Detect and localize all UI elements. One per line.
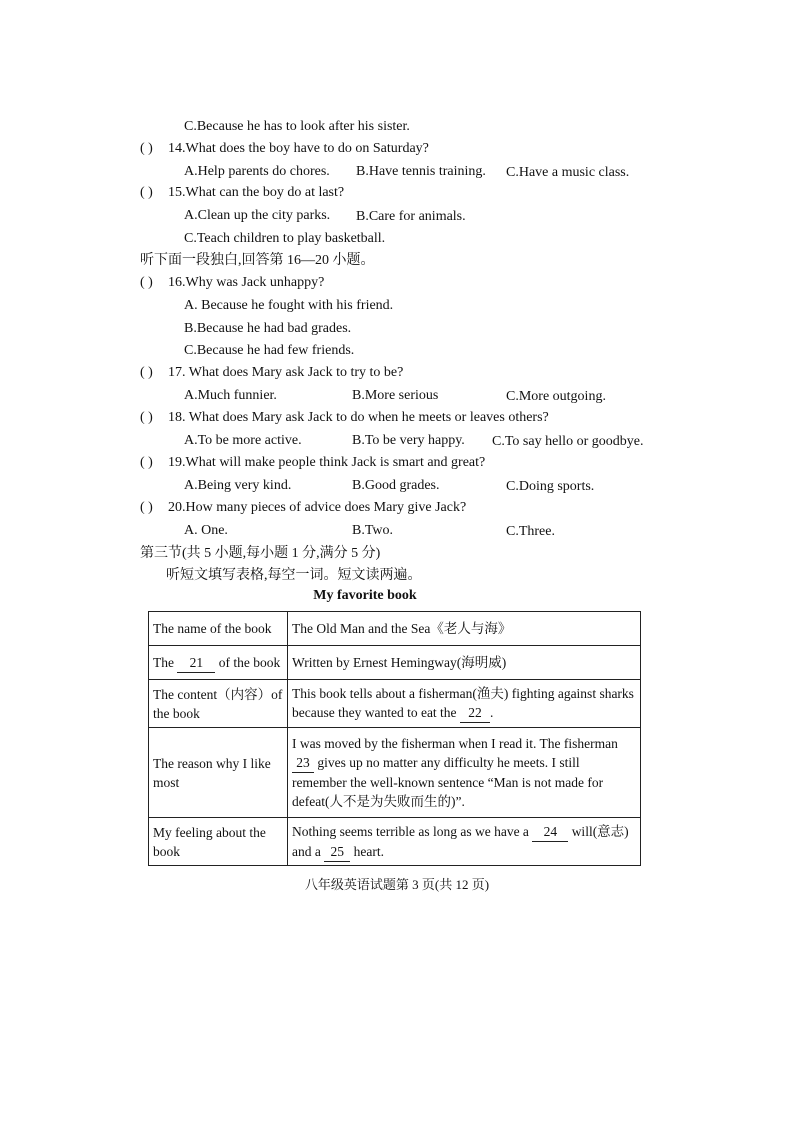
q14-option-a: A.Help parents do chores. bbox=[184, 164, 330, 179]
q19-option-a: A.Being very kind. bbox=[184, 478, 292, 493]
row-label: The content（内容）of the book bbox=[149, 680, 288, 728]
answer-paren[interactable]: ( ) bbox=[140, 455, 153, 470]
question-17 bbox=[140, 364, 403, 382]
q20-option-b: B.Two. bbox=[352, 523, 394, 538]
value-text: This book tells about a fisherman(渔夫) fighting against sharks because they wanted to eat the bbox=[292, 686, 634, 720]
q20-option-a: A. One. bbox=[184, 523, 228, 538]
question-14 bbox=[140, 140, 429, 158]
row-label: The name of the book bbox=[149, 612, 288, 646]
question-20 bbox=[140, 499, 466, 517]
row-value bbox=[288, 728, 641, 818]
question-15 bbox=[140, 184, 344, 202]
blank-21[interactable]: 21 bbox=[177, 653, 215, 673]
blank-22[interactable]: 22 bbox=[460, 703, 490, 723]
blank-25[interactable]: 25 bbox=[324, 842, 350, 862]
section-3-instruction: 听短文填写表格,每空一词。短文读两遍。 bbox=[166, 568, 422, 583]
q15-option-b: B.Care for animals. bbox=[356, 209, 466, 224]
question-18 bbox=[140, 409, 549, 427]
question-text: 15.What can the boy do at last? bbox=[168, 185, 345, 200]
q18-option-c: C.To say hello or goodbye. bbox=[492, 434, 644, 449]
answer-paren[interactable]: ( ) bbox=[140, 275, 153, 290]
q16-option-b: B.Because he had bad grades. bbox=[184, 321, 352, 336]
question-19 bbox=[140, 454, 485, 472]
question-text: 18. What does Mary ask Jack to do when he meets or leaves others? bbox=[168, 410, 549, 425]
q18-option-b: B.To be very happy. bbox=[352, 433, 465, 448]
page-footer: 八年级英语试题第 3 页(共 12 页) bbox=[304, 877, 490, 892]
question-16 bbox=[140, 274, 324, 292]
table-row bbox=[149, 728, 641, 818]
q20-option-c: C.Three. bbox=[506, 524, 555, 539]
q15-option-c: C.Teach children to play basketball. bbox=[184, 231, 386, 246]
row-value: The Old Man and the Sea《老人与海》 bbox=[288, 612, 641, 646]
label-text: of the book bbox=[218, 654, 281, 670]
value-text: I was moved by the fisherman when I read it. The fisherman bbox=[292, 736, 618, 751]
question-text: 19.What will make people think Jack is smart and great? bbox=[168, 455, 486, 470]
answer-paren[interactable]: ( ) bbox=[140, 500, 153, 515]
label-text: The bbox=[153, 654, 174, 670]
row-label: The reason why I like most bbox=[149, 728, 288, 818]
value-text: Nothing seems terrible as long as we have a bbox=[292, 823, 529, 839]
q16-option-a: A. Because he fought with his friend. bbox=[184, 298, 394, 313]
question-text: 14.What does the boy have to do on Saturday? bbox=[168, 141, 429, 156]
blank-24[interactable]: 24 bbox=[532, 822, 568, 842]
answer-paren[interactable]: ( ) bbox=[140, 365, 153, 380]
q15-option-a: A.Clean up the city parks. bbox=[184, 208, 331, 223]
q18-option-a: A.To be more active. bbox=[184, 433, 302, 448]
q14-option-c: C.Have a music class. bbox=[506, 165, 630, 180]
q14-option-b: B.Have tennis training. bbox=[356, 164, 486, 179]
q17-option-a: A.Much funnier. bbox=[184, 388, 277, 403]
blank-23[interactable]: 23 bbox=[292, 753, 314, 773]
q17-option-b: B.More serious bbox=[352, 388, 439, 403]
q13-option-c: C.Because he has to look after his sister. bbox=[184, 119, 410, 134]
value-text: heart. bbox=[353, 843, 384, 859]
row-label: My feeling about the book bbox=[149, 818, 288, 866]
row-label bbox=[149, 646, 288, 680]
question-text: 17. What does Mary ask Jack to try to be? bbox=[168, 365, 404, 380]
answer-paren[interactable]: ( ) bbox=[140, 141, 153, 156]
section-3-title: 第三节(共 5 小题,每小题 1 分,满分 5 分) bbox=[140, 546, 381, 561]
value-text: . bbox=[489, 705, 494, 720]
question-text: 20.How many pieces of advice does Mary give Jack? bbox=[168, 500, 467, 515]
row-value bbox=[288, 680, 641, 728]
q19-option-c: C.Doing sports. bbox=[506, 479, 595, 494]
table-row bbox=[149, 612, 641, 646]
question-text: 16.Why was Jack unhappy? bbox=[168, 275, 325, 290]
row-value: Written by Ernest Hemingway(海明威) bbox=[288, 646, 641, 680]
table-row bbox=[149, 646, 641, 680]
value-text: gives up no matter any difficulty he meets. I still remember the well-known sentence “Man is not made for defeat(人不是为失败而生的)”. bbox=[292, 755, 604, 809]
table-row bbox=[149, 680, 641, 728]
value-text: will(意志) and a bbox=[292, 823, 629, 859]
book-table bbox=[148, 611, 641, 866]
q17-option-c: C.More outgoing. bbox=[506, 389, 606, 404]
answer-paren[interactable]: ( ) bbox=[140, 185, 153, 200]
monologue-intro: 听下面一段独白,回答第 16—20 小题。 bbox=[140, 253, 375, 268]
q19-option-b: B.Good grades. bbox=[352, 478, 440, 493]
answer-paren[interactable]: ( ) bbox=[140, 410, 153, 425]
table-title: My favorite book bbox=[313, 588, 417, 603]
row-value bbox=[288, 818, 641, 866]
q16-option-c: C.Because he had few friends. bbox=[184, 343, 355, 358]
table-row bbox=[149, 818, 641, 866]
